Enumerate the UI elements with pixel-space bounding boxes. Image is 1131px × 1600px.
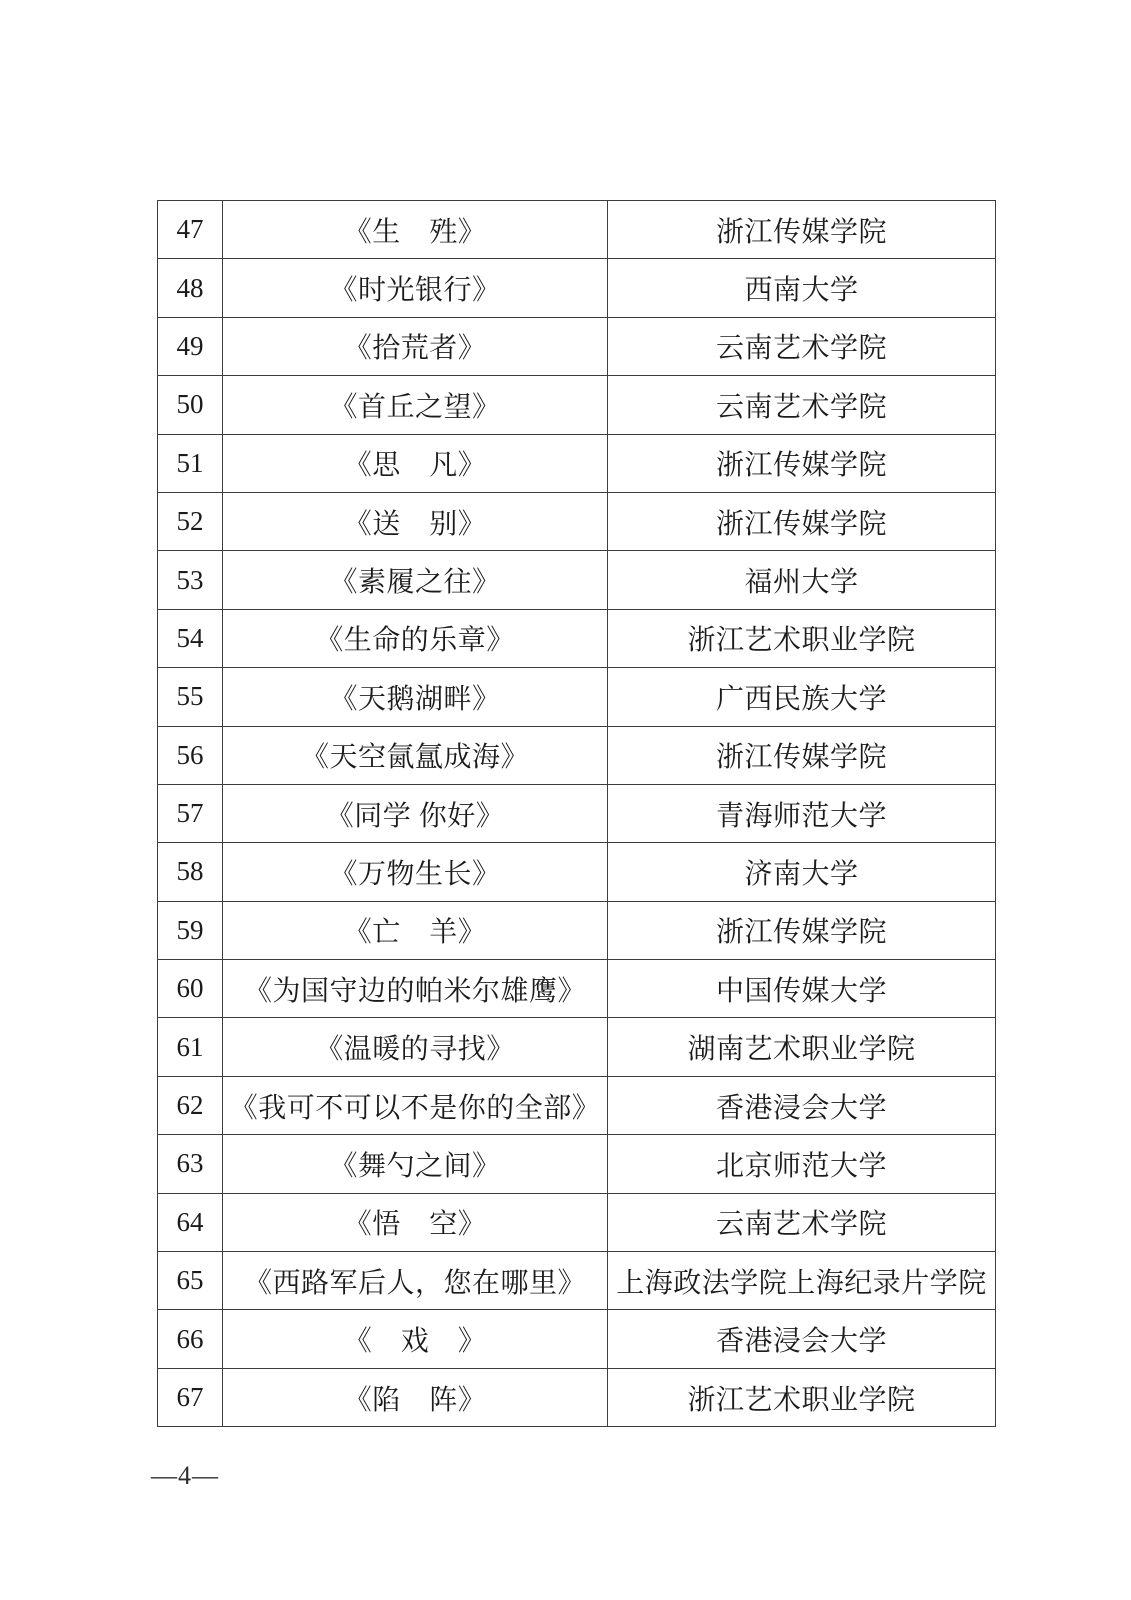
institution-cell: 湖南艺术职业学院 (608, 1018, 996, 1076)
institution-cell: 浙江传媒学院 (608, 492, 996, 550)
table-row (158, 201, 996, 259)
institution-cell: 浙江艺术职业学院 (608, 1368, 996, 1426)
work-title-cell: 《思 凡》 (223, 434, 608, 492)
table-row (158, 901, 996, 959)
work-title-cell: 《素履之往》 (223, 551, 608, 609)
works-table-container (157, 200, 996, 1427)
table-row (158, 376, 996, 434)
row-number-cell: 52 (158, 492, 223, 550)
table-row (158, 1368, 996, 1426)
work-title-cell: 《悟 空》 (223, 1193, 608, 1251)
row-number-cell: 62 (158, 1076, 223, 1134)
table-row (158, 434, 996, 492)
work-title-cell: 《时光银行》 (223, 259, 608, 317)
table-row (158, 1193, 996, 1251)
work-title-cell: 《温暖的寻找》 (223, 1018, 608, 1076)
institution-cell: 浙江传媒学院 (608, 901, 996, 959)
work-title-cell: 《生命的乐章》 (223, 609, 608, 667)
work-title-cell: 《天鹅湖畔》 (223, 668, 608, 726)
row-number-cell: 55 (158, 668, 223, 726)
work-title-cell: 《 戏 》 (223, 1310, 608, 1368)
table-row (158, 1018, 996, 1076)
institution-cell: 上海政法学院上海纪录片学院 (608, 1252, 996, 1310)
row-number-cell: 57 (158, 784, 223, 842)
institution-cell: 广西民族大学 (608, 668, 996, 726)
work-title-cell: 《舞勺之间》 (223, 1135, 608, 1193)
row-number-cell: 65 (158, 1252, 223, 1310)
work-title-cell: 《陷 阵》 (223, 1368, 608, 1426)
row-number-cell: 58 (158, 843, 223, 901)
row-number-cell: 49 (158, 317, 223, 375)
institution-cell: 西南大学 (608, 259, 996, 317)
work-title-cell: 《拾荒者》 (223, 317, 608, 375)
row-number-cell: 48 (158, 259, 223, 317)
row-number-cell: 61 (158, 1018, 223, 1076)
institution-cell: 浙江传媒学院 (608, 726, 996, 784)
row-number-cell: 47 (158, 201, 223, 259)
row-number-cell: 63 (158, 1135, 223, 1193)
row-number-cell: 51 (158, 434, 223, 492)
table-row (158, 726, 996, 784)
work-title-cell: 《首丘之望》 (223, 376, 608, 434)
page-number: —4— (151, 1461, 219, 1490)
work-title-cell: 《同学 你好》 (223, 784, 608, 842)
row-number-cell: 64 (158, 1193, 223, 1251)
table-row (158, 551, 996, 609)
row-number-cell: 54 (158, 609, 223, 667)
table-row (158, 960, 996, 1018)
institution-cell: 济南大学 (608, 843, 996, 901)
institution-cell: 云南艺术学院 (608, 1193, 996, 1251)
institution-cell: 浙江艺术职业学院 (608, 609, 996, 667)
works-table-body (158, 201, 996, 1427)
institution-cell: 香港浸会大学 (608, 1310, 996, 1368)
table-row (158, 1135, 996, 1193)
work-title-cell: 《我可不可以不是你的全部》 (223, 1076, 608, 1134)
work-title-cell: 《为国守边的帕米尔雄鹰》 (223, 960, 608, 1018)
table-row (158, 843, 996, 901)
table-row (158, 668, 996, 726)
table-row (158, 317, 996, 375)
work-title-cell: 《西路军后人，您在哪里》 (223, 1252, 608, 1310)
row-number-cell: 59 (158, 901, 223, 959)
table-row (158, 1252, 996, 1310)
institution-cell: 福州大学 (608, 551, 996, 609)
work-title-cell: 《送 别》 (223, 492, 608, 550)
institution-cell: 青海师范大学 (608, 784, 996, 842)
institution-cell: 浙江传媒学院 (608, 201, 996, 259)
table-row (158, 1076, 996, 1134)
institution-cell: 浙江传媒学院 (608, 434, 996, 492)
institution-cell: 中国传媒大学 (608, 960, 996, 1018)
table-row (158, 609, 996, 667)
institution-cell: 香港浸会大学 (608, 1076, 996, 1134)
table-row (158, 1310, 996, 1368)
institution-cell: 云南艺术学院 (608, 317, 996, 375)
row-number-cell: 53 (158, 551, 223, 609)
work-title-cell: 《生 殅》 (223, 201, 608, 259)
work-title-cell: 《天空氤氲成海》 (223, 726, 608, 784)
row-number-cell: 50 (158, 376, 223, 434)
institution-cell: 北京师范大学 (608, 1135, 996, 1193)
row-number-cell: 67 (158, 1368, 223, 1426)
works-table (157, 200, 996, 1427)
institution-cell: 云南艺术学院 (608, 376, 996, 434)
table-row (158, 259, 996, 317)
table-row (158, 784, 996, 842)
table-row (158, 492, 996, 550)
work-title-cell: 《亡 羊》 (223, 901, 608, 959)
row-number-cell: 66 (158, 1310, 223, 1368)
row-number-cell: 60 (158, 960, 223, 1018)
row-number-cell: 56 (158, 726, 223, 784)
work-title-cell: 《万物生长》 (223, 843, 608, 901)
